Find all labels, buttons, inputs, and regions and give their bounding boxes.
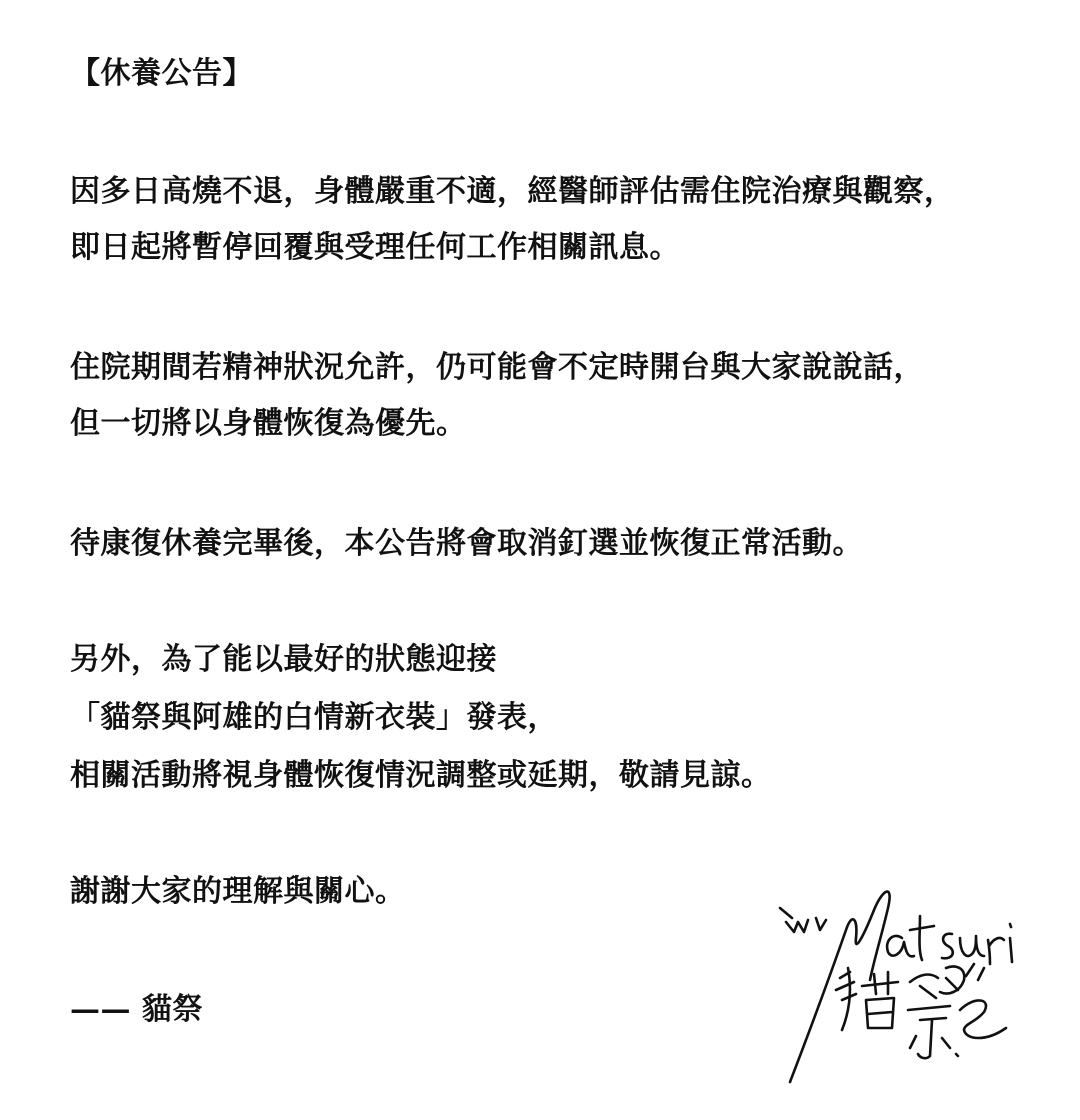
paragraph-4-line-3: 相關活動將視身體恢復情況調整或延期，敬請見諒。 (70, 758, 772, 793)
signature-drawing (770, 860, 1020, 1090)
signature-stroke (1010, 938, 1012, 962)
signature-stroke (836, 972, 856, 1000)
signature-stroke (1010, 924, 1011, 927)
signature-stroke (966, 964, 984, 980)
paragraph-1-line-1: 因多日高燒不退，身體嚴重不適，經醫師評估需住院治療與觀察， (70, 174, 955, 209)
handwritten-signature (770, 860, 1020, 1090)
paragraph-4-line-2: 「貓祭與阿雄的白情新衣裝」發表， (70, 700, 558, 735)
signature-stroke (866, 998, 894, 1028)
notice-title: 【休養公告】 (70, 56, 253, 91)
paragraph-4-line-1: 另外，為了能以最好的狀態迎接 (70, 642, 497, 677)
signature-stroke (786, 920, 808, 932)
paragraph-2-line-2: 但一切將以身體恢復為優先。 (70, 406, 467, 441)
signature-stroke (910, 926, 934, 930)
thanks-line: 謝謝大家的理解與關心。 (70, 874, 406, 909)
signature-stroke (920, 916, 923, 960)
paragraph-3-line-1: 待康復休養完畢後，本公告將會取消釘選並恢復正常活動。 (70, 526, 863, 561)
signature-stroke (780, 908, 792, 918)
signature-stroke (908, 1006, 950, 1058)
paragraph-1-line-2: 即日起將暫停回覆與受理任何工作相關訊息。 (70, 230, 680, 265)
signature-stroke (960, 936, 984, 956)
signature-stroke (942, 934, 953, 959)
sign-off: —— 貓祭 (70, 992, 203, 1027)
signature-stroke (960, 1000, 1006, 1038)
paragraph-2-line-1: 住院期間若精神狀況允許，仍可能會不定時開台與大家說說話， (70, 350, 924, 385)
signature-stroke (956, 1054, 958, 1056)
signature-stroke (816, 918, 826, 930)
signature-stroke (988, 938, 1004, 964)
signature-stroke (940, 967, 964, 994)
signature-stroke (887, 936, 914, 956)
signature-stroke (862, 972, 898, 994)
signature-stroke (910, 975, 938, 998)
